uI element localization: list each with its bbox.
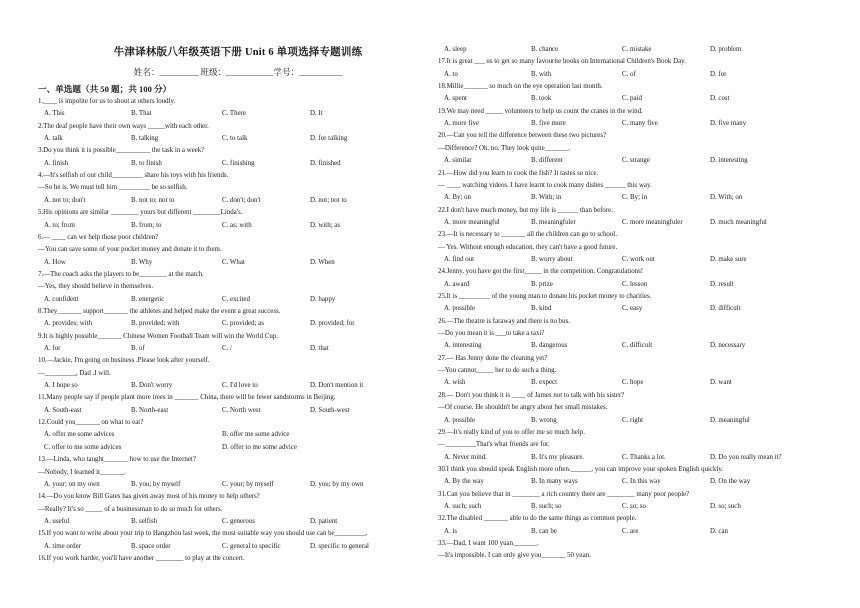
- question-text: 15.If you want to write about your trip to Hangzhou last week, the most suitable way you should use can be_________.: [38, 530, 368, 538]
- question-text: 32.The disabled _______ able to do the same things as common people.: [438, 515, 637, 523]
- answer-option: B. to finish: [131, 159, 162, 167]
- answer-option: A. provides; with: [44, 320, 93, 328]
- answer-option: D. offer to me some advice: [222, 443, 297, 451]
- answer-option: D. you; by my own: [310, 480, 364, 488]
- question-text: 16.If you work harder, you'll have another ________ to play at the concert.: [38, 554, 245, 562]
- answer-option: D. happy: [310, 295, 336, 303]
- question-text: 26.—The theatre is faraway and there is no bus.: [438, 317, 571, 325]
- answer-option: B. prize: [531, 280, 553, 288]
- answer-option: B. not to; not to: [131, 196, 175, 204]
- answer-option: C. By; in: [622, 194, 648, 202]
- answer-option: A. to; from: [44, 221, 75, 229]
- answer-option: A. offer me some advices: [44, 431, 115, 439]
- answer-option: B. That: [131, 110, 152, 118]
- answer-option: A. Never mind.: [444, 453, 487, 461]
- question-dialogue-line: —You cannot_____ her to do such a thing.: [438, 367, 557, 375]
- answer-option: A. possible: [444, 305, 476, 313]
- question-text: 31.Can you believe that in ________ a rich country there are ________ many poor people?: [438, 490, 690, 498]
- question-text: 9.It is highly possible_______ Chinese Women Football Team will win the World Cup.: [38, 332, 278, 340]
- question-text: 11.Many people say if people plant more trees in _______ China, there will be fewer sandstorms in Beijing.: [38, 394, 336, 402]
- answer-option: C. strange: [622, 157, 650, 165]
- question-text: 12.Could you_______ on what to eat?: [38, 419, 144, 427]
- question-text: 28.— Don't you think it is ____ of James not to talk with his sister?: [438, 391, 625, 399]
- answer-option: D. difficult: [710, 305, 741, 313]
- question-text: 21.—How did you learn to cook the fish? It tastes so nice.: [438, 169, 599, 177]
- question-text: 25.It is _________ of the young man to donate his pocket money to charities.: [438, 293, 652, 300]
- answer-option: B. space order: [131, 542, 171, 550]
- answer-option: A. By the way: [444, 478, 484, 486]
- answer-option: D. so; such: [710, 502, 741, 510]
- answer-option: B. North-east: [131, 406, 169, 414]
- section-heading: 一、单选题（共 50 题；共 100 分）: [38, 84, 172, 94]
- question-dialogue-line: —Do you mean it is ___to take a taxi?: [438, 330, 545, 338]
- answer-option: C. generous: [222, 517, 255, 525]
- answer-option: D. problem: [710, 46, 742, 53]
- answer-option: C. paid: [622, 95, 642, 103]
- answer-option: A. I hope so: [44, 382, 78, 390]
- answer-option: B. energetic: [131, 295, 165, 303]
- answer-option: D. want: [710, 379, 732, 387]
- answer-option: A. similar: [444, 157, 472, 165]
- answer-option: C. excited: [222, 295, 250, 303]
- answer-option: D. With; on: [710, 194, 743, 202]
- answer-option: A. to: [444, 70, 458, 78]
- answer-option: C. North west: [222, 406, 261, 414]
- answer-option: A. How: [44, 258, 66, 266]
- answer-option: C. to talk: [222, 135, 248, 143]
- question-text: 29.—It's really kind of you to offer me so much help.: [438, 428, 585, 436]
- answer-option: B. of: [131, 345, 145, 352]
- answer-option: D. for talking: [310, 135, 348, 143]
- question-dialogue-line: —Nobody, I learned it_______.: [38, 468, 126, 476]
- question-text: 10.—Jackie, I'm going on business .Please look after yourself.: [38, 357, 210, 365]
- answer-option: D. specific to general: [310, 542, 369, 550]
- answer-option: B. talking: [131, 135, 159, 143]
- answer-option: B. five more: [531, 120, 566, 128]
- answer-option: B. different: [531, 157, 563, 165]
- answer-option: A. finish: [44, 159, 69, 167]
- answer-option: A. sleep: [444, 46, 467, 53]
- answer-option: B. wrong: [531, 416, 557, 424]
- answer-option: B. such; so: [531, 502, 562, 510]
- answer-option: C. of: [622, 70, 636, 78]
- answer-option: B. expect: [531, 379, 558, 387]
- answer-option: B. dangerous: [531, 342, 568, 350]
- question-dialogue-line: —It's impossible. I can only give you_______ 50 yuan.: [438, 552, 591, 560]
- answer-option: C. right: [622, 416, 644, 424]
- answer-option: B. provided; with: [131, 320, 180, 328]
- answer-option: D. much meaningful: [710, 218, 767, 226]
- answer-option: C. offer to me some advices: [44, 443, 122, 451]
- answer-option: D. It: [310, 110, 323, 118]
- answer-option: A. interesting: [444, 342, 482, 350]
- answer-option: C. I'd love to: [222, 382, 258, 390]
- answer-option: C. In this way: [622, 478, 661, 486]
- answer-option: C. don't; don't: [222, 196, 261, 204]
- answer-option: C. There: [222, 110, 246, 118]
- answer-option: B. Don't worry: [131, 382, 173, 390]
- answer-option: B. can be: [531, 527, 557, 535]
- answer-option: A. more five: [444, 120, 480, 128]
- answer-option: C. your; by myself: [222, 480, 274, 488]
- question-dialogue-line: —So he is. We must tell him _________ be so selfish.: [38, 184, 188, 192]
- question-text: 18.Millie_______ so much on the eye operation last month.: [438, 83, 603, 91]
- answer-option: A. not to; don't: [44, 196, 86, 204]
- question-text: 27.— Has Jenny done the cleaning yet?: [438, 354, 548, 362]
- question-text: 1.____ is impolite for us to shout at others loudly.: [38, 98, 176, 105]
- answer-option: D. On the way: [710, 478, 751, 486]
- question-text: 8.They_______ support_______ the athletes and helped make the event a great success.: [38, 307, 281, 315]
- answer-option: D. provided; for: [310, 320, 355, 328]
- question-text: 17.It is great ___ us to get so many favourite books on International Children's Book Day.: [438, 58, 686, 66]
- page-title: 牛津译林版八年级英语下册 Unit 6 单项选择专题训练: [113, 47, 363, 58]
- answer-option: C. are: [622, 527, 639, 535]
- answer-option: D. Do you really mean it?: [710, 453, 782, 461]
- answer-option: D. five many: [710, 120, 747, 128]
- question-dialogue-line: — ____ watching videos. I have learnt to cook many dishes ______ this way.: [438, 181, 652, 189]
- answer-option: C. many five: [622, 120, 658, 128]
- answer-option: A. award: [444, 280, 470, 288]
- answer-option: B. kind: [531, 305, 552, 313]
- answer-option: A. talk: [44, 135, 63, 143]
- question-dialogue-line: —Yes, they should believe in themselves.: [38, 283, 154, 291]
- answer-option: D. meaningful: [710, 416, 750, 424]
- answer-option: B. With; in: [531, 194, 562, 202]
- answer-option: A. find out: [444, 255, 475, 263]
- answer-option: B. It's my pleasure.: [531, 453, 585, 461]
- answer-option: D. cost: [710, 95, 730, 103]
- question-text: 20.—Can you tell the difference between these two pictures?: [438, 132, 607, 140]
- answer-option: D. with; as: [310, 221, 341, 229]
- question-text: 24.Jenny, you have got the first_____ in the competition. Congratulations!: [438, 268, 644, 276]
- question-text: 4.—It's selfish of our child_________ share his toys with his friends.: [38, 172, 229, 180]
- student-info-line: 姓名：_________ 班级：___________学号：__________: [133, 67, 343, 77]
- question-dialogue-line: —Really? It's so _____ of a businessman to do so much for others.: [38, 505, 223, 513]
- answer-option: B. Why: [131, 258, 153, 266]
- answer-option: C. hope: [622, 379, 644, 387]
- answer-option: C. lesson: [622, 280, 648, 288]
- question-text: 30.I think you should speak English more often.______, you can improve your spoken English quickly.: [438, 465, 724, 473]
- answer-option: D. make sure: [710, 255, 747, 263]
- answer-option: D. result: [710, 280, 734, 288]
- answer-option: D. interesting: [710, 157, 748, 165]
- question-text: 7.—The coach asks the players to be________ at the match.: [38, 270, 204, 278]
- answer-option: A. By; on: [444, 194, 471, 202]
- answer-option: D. for: [710, 70, 727, 78]
- answer-option: C. so; so: [622, 502, 646, 510]
- answer-option: C. finishing: [222, 159, 255, 167]
- answer-option: A. time order: [44, 542, 81, 550]
- answer-option: A. such; such: [444, 502, 482, 510]
- answer-option: D. South-west: [310, 406, 350, 414]
- answer-option: B. with: [531, 70, 552, 78]
- answer-option: C. What: [222, 258, 245, 266]
- question-text: 13.—Linda, who taught_______ how to use the Internet?: [38, 456, 196, 464]
- answer-option: B. from; to: [131, 221, 162, 229]
- answer-option: A. useful: [44, 517, 70, 525]
- question-text: 19.We may need _____ volunteers to help us count the cranes in the wind.: [438, 107, 643, 115]
- answer-option: B. chance: [531, 46, 559, 53]
- question-dialogue-line: —_________, Dad .I will.: [38, 369, 111, 377]
- answer-option: A. possible: [444, 416, 476, 424]
- question-text: 23.—It is necessary to _______ all the children can go to school.: [438, 231, 617, 239]
- answer-option: C. Thanks a lot.: [622, 453, 666, 461]
- question-text: 22.I don't have much money, but my life is ______ than before.: [438, 206, 613, 214]
- answer-option: A. This: [44, 110, 65, 118]
- question-dialogue-line: —Difference? Oh, no. They look quite_______.: [438, 144, 571, 152]
- answer-option: D. finished: [310, 159, 341, 167]
- answer-option: C. mistake: [622, 46, 652, 53]
- answer-option: A. confident: [44, 295, 79, 303]
- question-text: 5.His opinions are similar ________ yours but different ________Linda's.: [38, 209, 243, 217]
- answer-option: B. offer me some advice: [222, 431, 290, 439]
- question-text: 14.—Do you know Bill Gates has given away most of his money to help others?: [38, 493, 260, 501]
- answer-option: B. meaningfuler: [531, 218, 576, 226]
- answer-option: C. general to specific: [222, 542, 281, 550]
- answer-option: A. South-east: [44, 406, 82, 414]
- question-text: 2.The deaf people have their own ways _____with each other.: [38, 122, 209, 130]
- answer-option: D. necessary: [710, 342, 746, 350]
- answer-option: C. more meaningfuler: [622, 218, 683, 226]
- question-dialogue-line: —Of course. He shouldn't be angry about her small mistakes.: [438, 404, 608, 412]
- answer-option: C. work out: [622, 255, 655, 263]
- question-dialogue-line: —You can save some of your pocket money and donate it to them.: [38, 246, 222, 254]
- answer-option: B. you; by myself: [131, 480, 181, 488]
- answer-option: A. your; on my own: [44, 480, 100, 488]
- answer-option: C. provided; as: [222, 320, 264, 328]
- answer-option: B. took: [531, 95, 552, 103]
- answer-option: C. /: [222, 345, 232, 352]
- answer-option: D. not; not to: [310, 196, 347, 204]
- answer-option: A. for: [44, 345, 61, 352]
- answer-option: D. patient: [310, 517, 338, 525]
- question-text: 3.Do you think it is possible__________ the task in a week?: [38, 147, 205, 155]
- question-text: 6.— ____ can we help those poor children?: [38, 233, 159, 241]
- answer-option: B. In many ways: [531, 478, 578, 486]
- answer-option: D. When: [310, 258, 335, 266]
- answer-option: B. worry about: [531, 255, 573, 263]
- answer-option: B. selfish: [131, 517, 158, 525]
- answer-option: D. can: [710, 527, 728, 535]
- answer-option: D. Don't mention it: [310, 382, 364, 390]
- answer-option: A. wish: [444, 379, 466, 387]
- answer-option: A. is: [444, 527, 458, 535]
- answer-option: A. spent: [444, 95, 467, 103]
- question-dialogue-line: — Yes. Without enough education, they can't have a good future.: [438, 243, 618, 251]
- answer-option: C. difficult: [622, 342, 653, 350]
- answer-option: C. easy: [622, 305, 643, 313]
- question-dialogue-line: —_________That's what friends are for.: [438, 441, 550, 449]
- answer-option: C. as; with: [222, 221, 252, 229]
- answer-option: A. more meaningful: [444, 218, 500, 226]
- question-text: 33.—Dad, I want 100 yuan_______.: [438, 540, 539, 547]
- answer-option: D. that: [310, 345, 329, 352]
